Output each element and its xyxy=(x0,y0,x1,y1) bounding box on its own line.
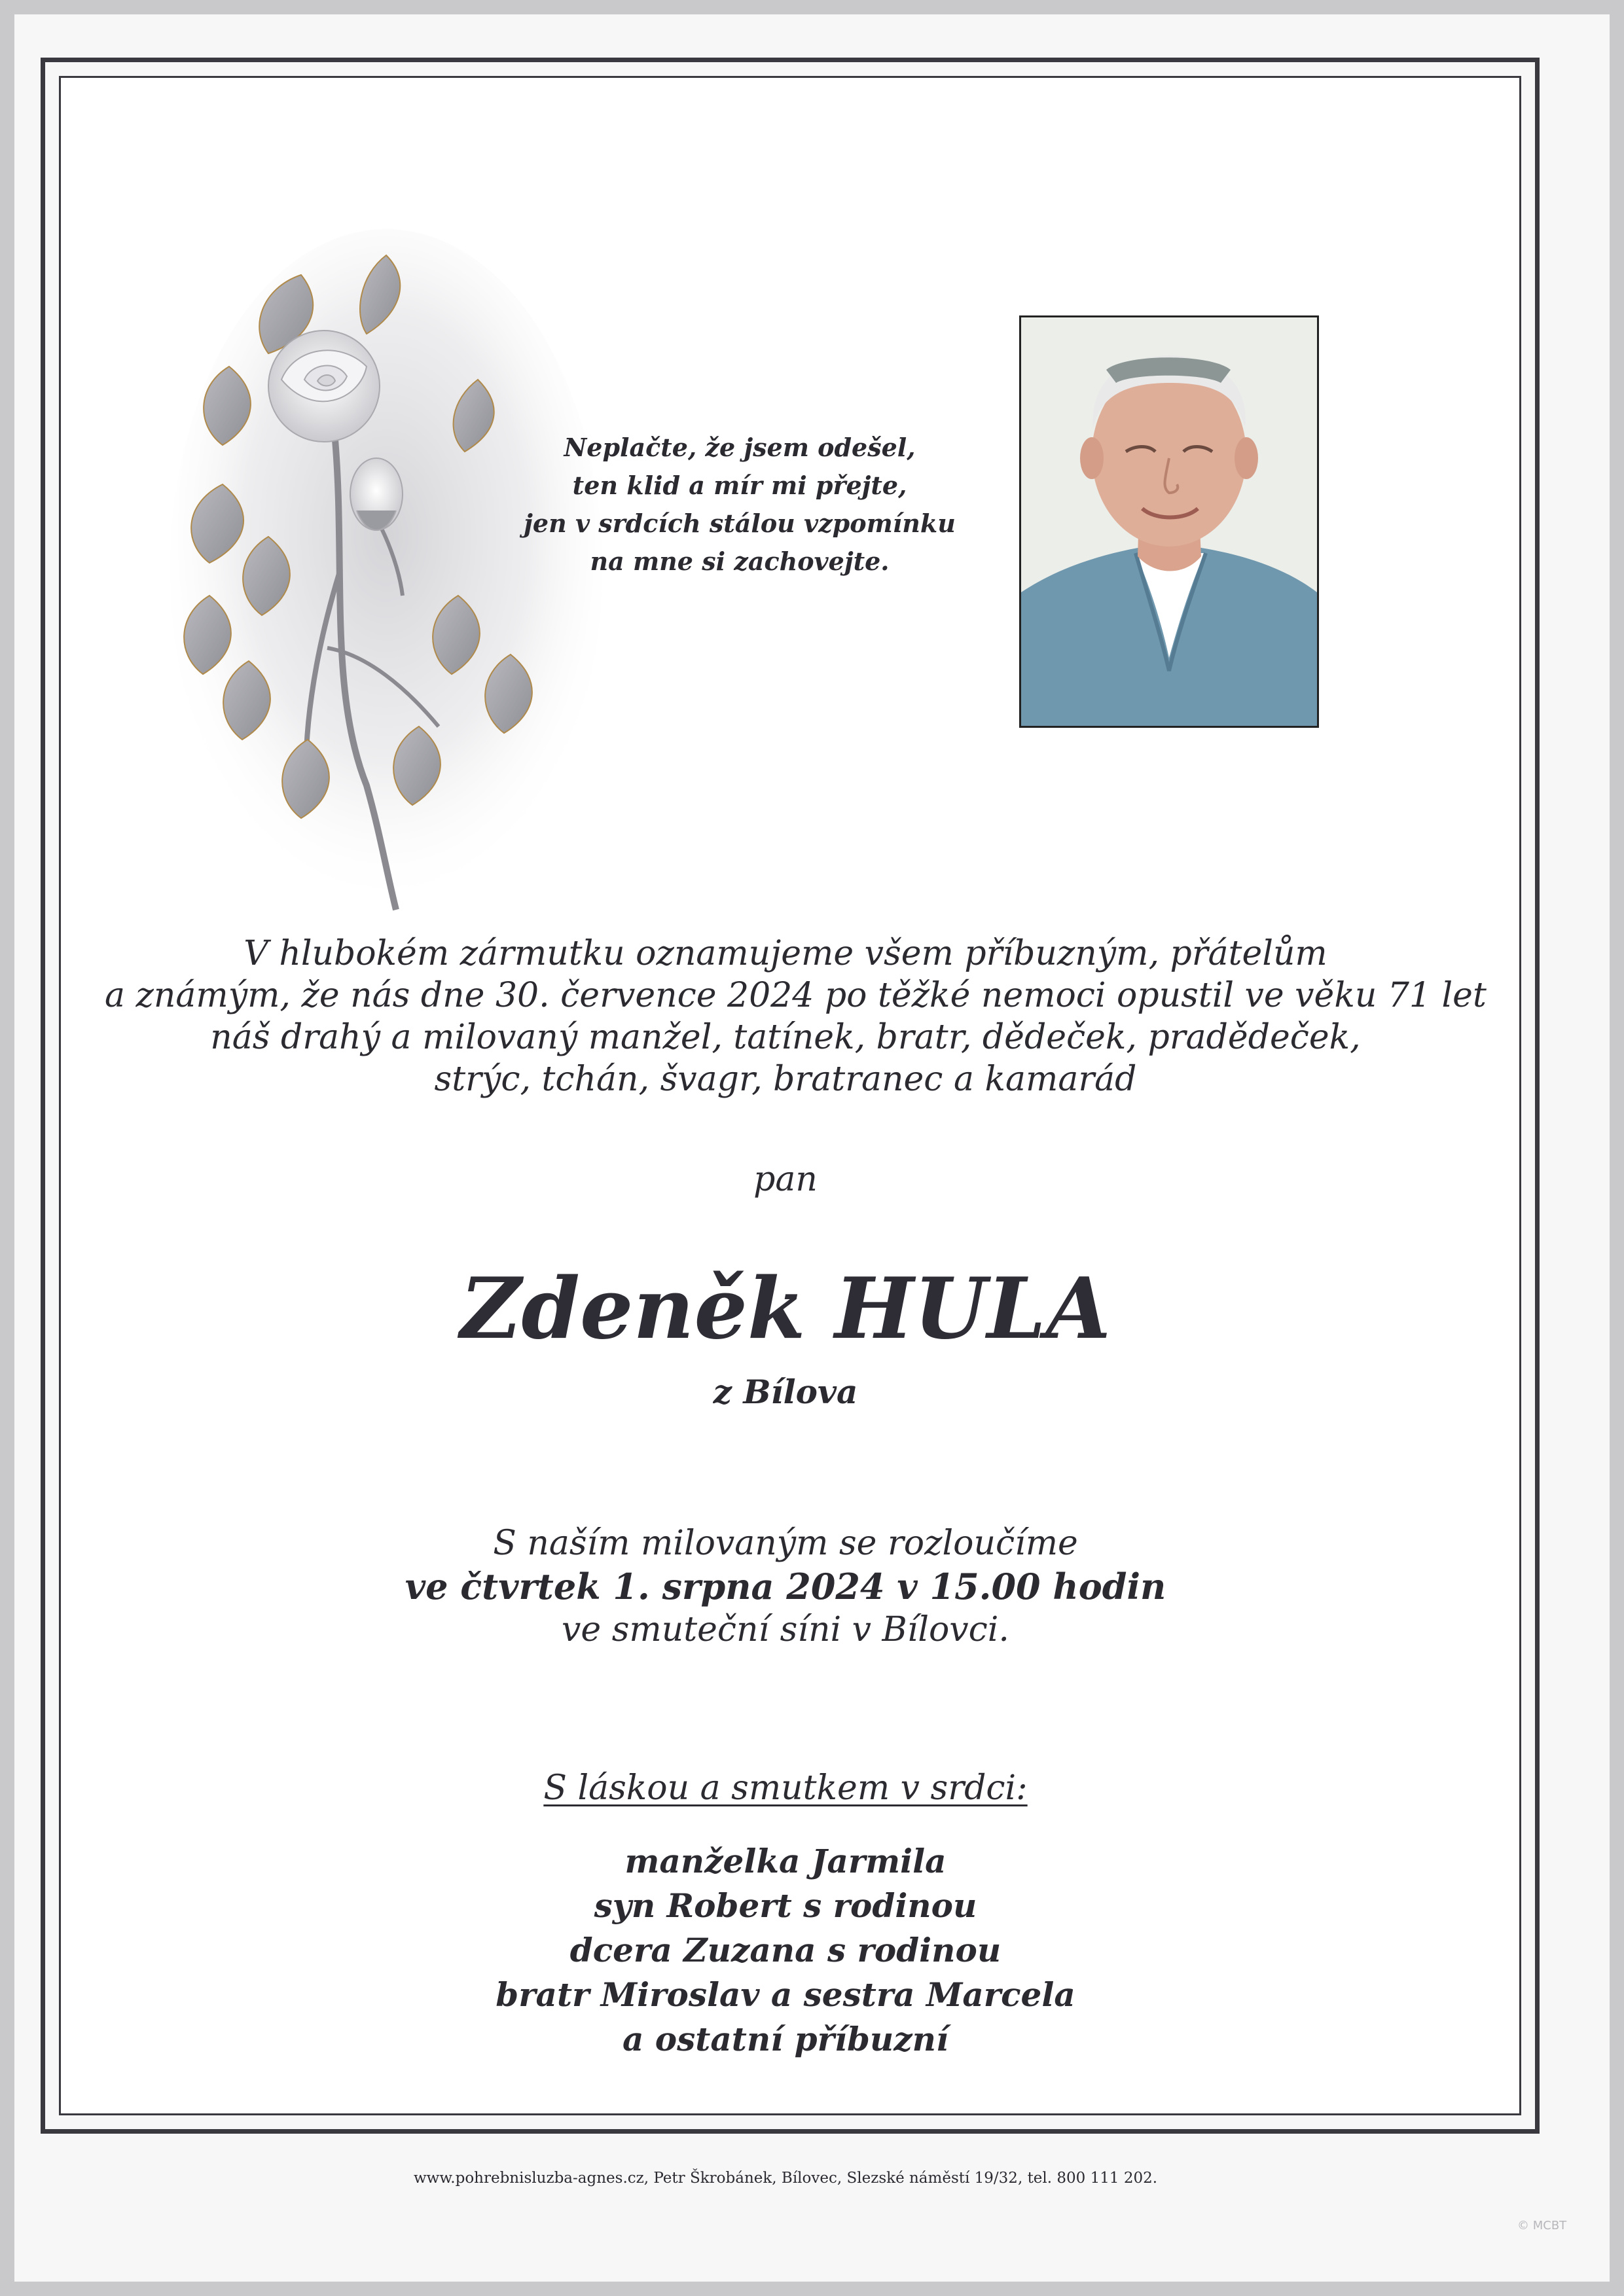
mourner-item: a ostatní příbuzní xyxy=(623,2020,948,2058)
poem-line: na mne si zachovejte. xyxy=(590,547,890,576)
announcement-line: strýc, tchán, švagr, bratranec a kamarád xyxy=(434,1060,1137,1099)
farewell-intro: S naším milovaným se rozloučíme xyxy=(493,1524,1078,1563)
announcement-line: V hlubokém zármutku oznamujeme všem příbuzným, přátelům xyxy=(244,934,1327,973)
announcement-line: a známým, že nás dne 30. července 2024 po těžké nemoci opustil ve věku 71 let xyxy=(105,976,1487,1015)
announcement-line: náš drahý a milovaný manžel, tatínek, bratr, dědeček, pradědeček, xyxy=(210,1018,1361,1057)
farewell-place: ve smuteční síni v Bílovci. xyxy=(562,1610,1009,1649)
mourners-heading xyxy=(105,1767,1466,1809)
mourner-item: syn Robert s rodinou xyxy=(594,1886,977,1925)
mourners-list xyxy=(105,1839,1466,2062)
watermark: © MCBT xyxy=(1517,2219,1567,2233)
farewell-datetime: ve čtvrtek 1. srpna 2024 v 15.00 hodin xyxy=(405,1566,1166,1607)
poem-line: ten klid a mír mi přejte, xyxy=(572,471,907,500)
mourners-heading-text: S láskou a smutkem v srdci: xyxy=(543,1768,1028,1808)
mourner-item: manželka Jarmila xyxy=(624,1842,947,1880)
honorific: pan xyxy=(753,1160,818,1199)
portrait-icon xyxy=(1021,317,1317,726)
mourner-item: dcera Zuzana s rodinou xyxy=(569,1931,1001,1969)
poem-line: jen v srdcích stálou vzpomínku xyxy=(524,509,956,538)
memorial-poem xyxy=(524,429,956,581)
deceased-name: Zdeněk HULA xyxy=(460,1260,1111,1358)
mourner-item: bratr Miroslav a sestra Marcela xyxy=(496,1975,1075,2014)
deceased-origin: z Bílova xyxy=(713,1372,858,1411)
farewell-details xyxy=(105,1522,1466,1651)
funeral-service-footer: www.pohrebnisluzba-agnes.cz, Petr Škrobánek, Bílovec, Slezské náměstí 19/32, tel. 800 111 202. xyxy=(413,2170,1158,2187)
poem-line: Neplačte, že jsem odešel, xyxy=(564,433,916,462)
death-announcement xyxy=(105,933,1487,1100)
portrait-photo xyxy=(1019,315,1319,728)
